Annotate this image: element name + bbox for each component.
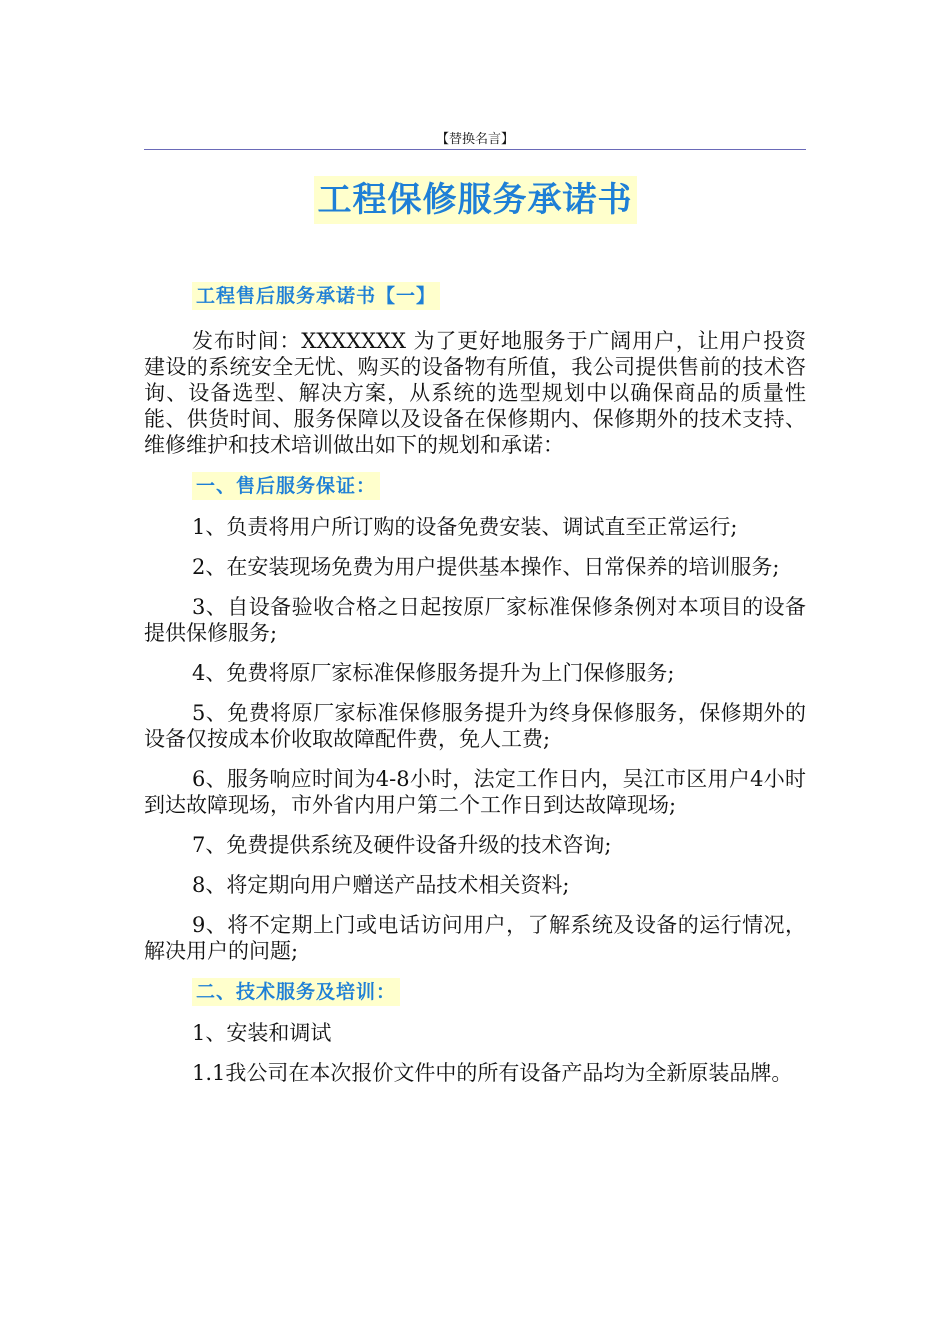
heading-tech-service [192,978,806,1012]
list-item: 9、将不定期上门或电话访问用户，了解系统及设备的运行情况，解决用户的问题; [144,913,806,963]
list-item: 4、免费将原厂家标准保修服务提升为上门保修服务; [192,661,675,685]
heading-after-sales [192,472,806,506]
document-title [0,176,950,224]
document-body [144,282,806,1086]
list-item: 1、负责将用户所订购的设备免费安装、调试直至正常运行; [192,515,738,539]
list-item: 3、自设备验收合格之日起按原厂家标准保修条例对本项目的设备提供保修服务; [144,595,806,645]
heading-after-sales-text: 一、售后服务保证： [192,472,380,500]
list-item: 2、在安装现场免费为用户提供基本操作、日常保养的培训服务; [192,555,780,579]
list-item: 6、服务响应时间为4-8小时，法定工作日内，吴江市区用户4小时到达故障现场，市外省内用户第二个工作日到达故障现场; [144,767,806,817]
heading-tech-service-text: 二、技术服务及培训： [192,978,400,1006]
section-title [192,282,806,316]
list-item: 1、安装和调试 [192,1021,332,1045]
list-item: 7、免费提供系统及硬件设备升级的技术咨询; [192,833,612,857]
list-item: 1.1我公司在本次报价文件中的所有设备产品均为全新原装品牌。 [192,1061,793,1085]
list-item: 5、免费将原厂家标准保修服务提升为终身保修服务，保修期外的设备仅按成本价收取故障配件费，免人工费; [144,701,806,751]
intro-paragraph: 发布时间：XXXXXXX 为了更好地服务于广阔用户，让用户投资建设的系统安全无忧、购买的设备物有所值，我公司提供售前的技术咨询、设备选型、解决方案，从系统的选型规划中以确保商品的质量性能、供货时间、服务保障以及设备在保修期内、保修期外的技术支持、维修维护和技术培训做出如下的规划和承诺： [144,329,806,457]
header-divider [144,149,806,150]
list-item: 8、将定期向用户赠送产品技术相关资料; [192,873,570,897]
header-note: 【替换名言】 [435,132,514,147]
section-title-text: 工程售后服务承诺书【一】 [192,282,440,310]
document-title-text: 工程保修服务承诺书 [314,176,637,224]
